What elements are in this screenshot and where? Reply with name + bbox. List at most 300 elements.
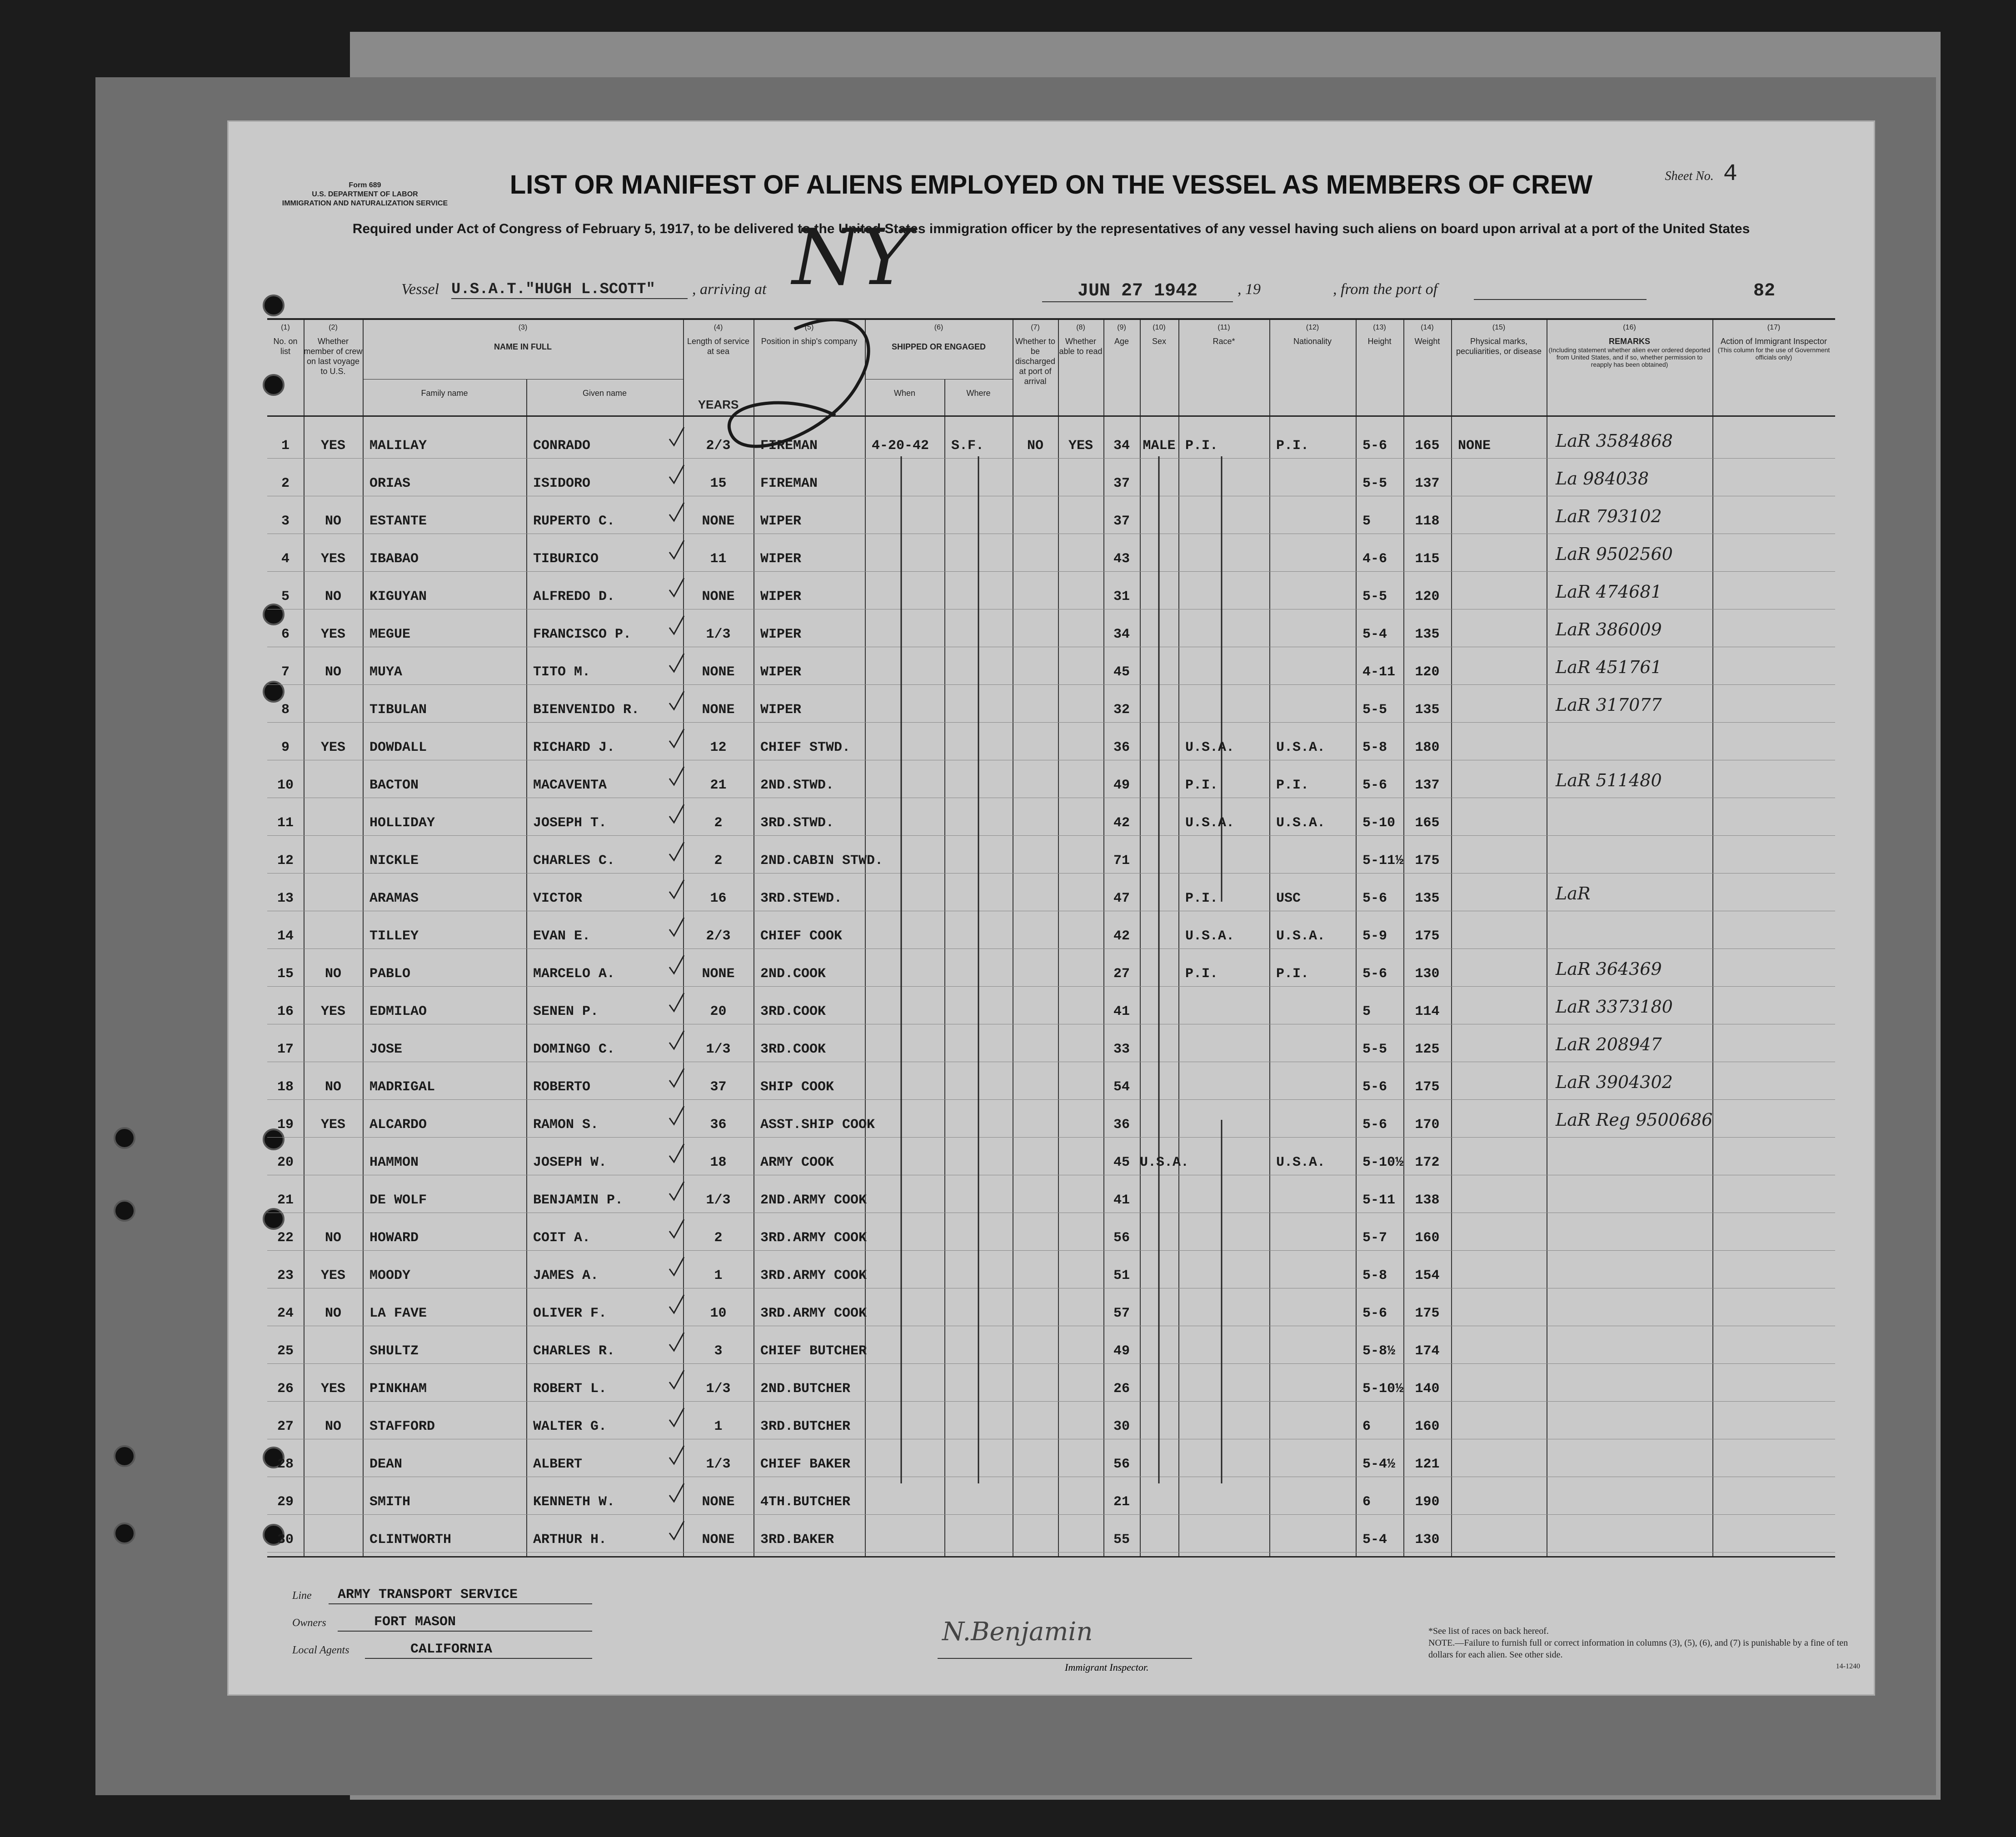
cell-discharged: NO [1027, 438, 1043, 454]
cell-given: ROBERTO [533, 1079, 591, 1095]
cell-family: MUYA [369, 664, 403, 680]
cell-position: 2ND.STWD. [760, 778, 834, 793]
cell-weight: 170 [1415, 1117, 1440, 1133]
cell-position: CHIEF BUTCHER [760, 1343, 867, 1359]
cell-age: 71 [1113, 853, 1130, 869]
cell-race: P.I. [1185, 891, 1218, 906]
cell-given: BENJAMIN P. [533, 1193, 624, 1208]
cell-family: DE WOLF [369, 1193, 427, 1208]
cell-height: 5-6 [1362, 1079, 1387, 1095]
cell-remarks: LaR 317077 [1556, 695, 1662, 715]
cell-weight: 137 [1415, 778, 1440, 793]
column-sublabel: When [893, 389, 916, 398]
cell-position: 3RD.STWD. [760, 815, 834, 831]
cell-family: MEGUE [369, 627, 411, 642]
cell-prev: NO [324, 1306, 341, 1321]
cell-prev: YES [320, 1117, 345, 1133]
column-number: (6) [934, 324, 943, 331]
table-row [267, 1138, 1835, 1175]
cell-weight: 165 [1415, 438, 1440, 454]
cell-weight: 165 [1415, 815, 1440, 831]
cell-remarks: LaR 3584868 [1556, 431, 1673, 451]
cell-given: MACAVENTA [533, 778, 607, 793]
cell-weight: 130 [1415, 1532, 1440, 1547]
page-number: 82 [1753, 281, 1776, 301]
column-label: Length of service at sea [687, 337, 750, 356]
cell-age: 36 [1113, 1117, 1130, 1133]
cell-height: 6 [1362, 1419, 1371, 1434]
cell-position: 3RD.BAKER [760, 1532, 834, 1547]
cell-position: 2ND.BUTCHER [760, 1381, 851, 1397]
cell-height: 5-10½ [1362, 1381, 1404, 1397]
cell-family: LA FAVE [369, 1306, 427, 1321]
cell-service: 2/3 [706, 438, 731, 454]
cell-race: U.S.A. [1185, 815, 1235, 831]
cell-position: 2ND.ARMY COOK [760, 1193, 867, 1208]
cell-family: MALILAY [369, 438, 427, 454]
cell-height: 5-5 [1362, 589, 1387, 604]
cell-prev: NO [324, 966, 341, 982]
table-row [267, 723, 1835, 760]
cell-given: JOSEPH T. [533, 815, 607, 831]
cell-weight: 115 [1415, 551, 1440, 567]
cell-service: 36 [710, 1117, 727, 1133]
table-row [267, 1402, 1835, 1439]
table-row [267, 496, 1835, 534]
cell-family: DEAN [369, 1457, 403, 1472]
cell-no: 1 [281, 438, 289, 454]
column-label: Whether able to read [1059, 337, 1103, 356]
cell-age: 37 [1113, 476, 1130, 491]
cell-age: 45 [1113, 664, 1130, 680]
cell-no: 16 [277, 1004, 294, 1019]
table-row [267, 798, 1835, 836]
cell-age: 51 [1113, 1268, 1130, 1283]
cell-weight: 180 [1415, 740, 1440, 755]
table-row [267, 1326, 1835, 1364]
column-note: (Including statement whether alien ever ordered deported from United States, and if so, whether permission to reapply has been obtained) [1548, 346, 1711, 368]
cell-position: ARMY COOK [760, 1155, 834, 1170]
cell-height: 5-6 [1362, 966, 1387, 982]
cell-remarks: LaR 208947 [1556, 1034, 1662, 1054]
cell-given: ISIDORO [533, 476, 591, 491]
cell-nationality: U.S.A. [1276, 740, 1326, 755]
cell-weight: 125 [1415, 1042, 1440, 1057]
column-header [1178, 320, 1269, 415]
table-row [267, 1100, 1835, 1138]
cell-position: 3RD.COOK [760, 1004, 826, 1019]
cell-family: DOWDALL [369, 740, 427, 755]
cell-height: 5-6 [1362, 1117, 1387, 1133]
cell-position: 3RD.COOK [760, 1042, 826, 1057]
cell-position: FIREMAN [760, 476, 818, 491]
cell-height: 5-4 [1362, 1532, 1387, 1547]
table-row [267, 949, 1835, 987]
cell-position: WIPER [760, 664, 802, 680]
cell-no: 8 [281, 702, 289, 718]
column-number: (8) [1076, 324, 1085, 331]
column-number: (1) [281, 324, 290, 331]
column-label: Age [1114, 337, 1129, 346]
table-row [267, 1515, 1835, 1552]
manifest-footer [292, 1585, 1860, 1685]
cell-height: 5-6 [1362, 778, 1387, 793]
cell-height: 5-5 [1362, 1042, 1387, 1057]
cell-family: STAFFORD [369, 1419, 435, 1434]
cell-nationality: P.I. [1276, 438, 1309, 454]
cell-position: CHIEF COOK [760, 928, 843, 944]
sheet-number-value: 4 [1723, 160, 1737, 187]
cell-weight: 174 [1415, 1343, 1440, 1359]
cell-no: 3 [281, 514, 289, 529]
cell-given: SENEN P. [533, 1004, 599, 1019]
line-label: Line [292, 1590, 312, 1602]
cell-remarks: LaR 9502560 [1556, 544, 1673, 564]
cell-service: 15 [710, 476, 727, 491]
cell-given: JAMES A. [533, 1268, 599, 1283]
column-header [1356, 320, 1403, 415]
cell-weight: 175 [1415, 928, 1440, 944]
column-number: (3) [518, 324, 528, 331]
cell-service: 1/3 [706, 1457, 731, 1472]
cell-age: 55 [1113, 1532, 1130, 1547]
table-row [267, 874, 1835, 911]
cell-nationality: P.I. [1276, 966, 1309, 982]
cell-remarks: LaR Reg 9500686 [1556, 1110, 1713, 1130]
page-title: LIST OR MANIFEST OF ALIENS EMPLOYED ON THE VESSEL AS MEMBERS OF CREW [509, 170, 1593, 200]
column-number: (14) [1421, 324, 1434, 331]
cell-given: ROBERT L. [533, 1381, 607, 1397]
table-row [267, 421, 1835, 459]
service-name: IMMIGRATION AND NATURALIZATION SERVICE [282, 200, 448, 207]
cell-age: 41 [1113, 1004, 1130, 1019]
column-label: Action of Immigrant Inspector [1720, 337, 1827, 346]
cell-given: CONRADO [533, 438, 591, 454]
cell-no: 13 [277, 891, 294, 906]
cell-service: NONE [702, 1532, 735, 1547]
cell-height: 5-7 [1362, 1230, 1387, 1246]
cell-given: WALTER G. [533, 1419, 607, 1434]
cell-weight: 114 [1415, 1004, 1440, 1019]
cell-remarks: LaR 3373180 [1556, 997, 1673, 1017]
cell-marks: NONE [1458, 438, 1491, 454]
cell-height: 5-11 [1362, 1193, 1396, 1208]
column-label: Sex [1152, 337, 1167, 346]
cell-weight: 140 [1415, 1381, 1440, 1397]
cell-service: NONE [702, 589, 735, 604]
cell-given: VICTOR [533, 891, 583, 906]
cell-sex: U.S.A. [1140, 1155, 1189, 1170]
cell-position: WIPER [760, 589, 802, 604]
cell-family: ARAMAS [369, 891, 419, 906]
cell-family: EDMILAO [369, 1004, 427, 1019]
cell-age: 42 [1113, 815, 1130, 831]
cell-no: 18 [277, 1079, 294, 1095]
cell-family: BACTON [369, 778, 419, 793]
cell-service: 37 [710, 1079, 727, 1095]
cell-age: 56 [1113, 1230, 1130, 1246]
cell-height: 5-6 [1362, 891, 1387, 906]
cell-age: 45 [1113, 1155, 1130, 1170]
cell-height: 5-5 [1362, 702, 1387, 718]
cell-weight: 120 [1415, 589, 1440, 604]
column-number: (9) [1117, 324, 1126, 331]
cell-no: 26 [277, 1381, 294, 1397]
cell-weight: 175 [1415, 1079, 1440, 1095]
cell-position: ASST.SHIP COOK [760, 1117, 875, 1133]
cell-given: JOSEPH W. [533, 1155, 607, 1170]
table-row [267, 836, 1835, 874]
penalty-note: NOTE.—Failure to furnish full or correct information in columns (3), (5), (6), and (7) is punishable by a fine of ten dollars for each alien. See other side. [1428, 1638, 1848, 1660]
table-row [267, 609, 1835, 647]
cell-height: 4-11 [1362, 664, 1396, 680]
table-row [267, 1364, 1835, 1402]
cell-position: 3RD.ARMY COOK [760, 1268, 867, 1283]
column-number: (10) [1153, 324, 1166, 331]
cell-prev: YES [320, 1381, 345, 1397]
column-note: (This column for the use of Government officials only) [1717, 346, 1830, 361]
column-number: (15) [1492, 324, 1506, 331]
cell-remarks: LaR 451761 [1556, 657, 1662, 677]
table-row [267, 760, 1835, 798]
cell-service: NONE [702, 664, 735, 680]
column-number: (17) [1767, 324, 1781, 331]
cell-no: 25 [277, 1343, 294, 1359]
cell-position: FIREMAN [760, 438, 818, 454]
cell-age: 34 [1113, 627, 1130, 642]
cell-prev: YES [320, 438, 345, 454]
cell-family: CLINTWORTH [369, 1532, 452, 1547]
cell-service: NONE [702, 702, 735, 718]
table-row [267, 1439, 1835, 1477]
vessel-name: U.S.A.T."HUGH L.SCOTT" [451, 281, 688, 299]
sheet-number-label: Sheet No. [1665, 169, 1714, 183]
cell-service: 2 [714, 1230, 723, 1246]
cell-no: 27 [277, 1419, 294, 1434]
signature-underline [938, 1658, 1192, 1659]
cell-family: TILLEY [369, 928, 419, 944]
cell-service: NONE [702, 966, 735, 982]
cell-weight: 118 [1415, 514, 1440, 529]
manifest-sheet [227, 120, 1875, 1696]
cell-given: CHARLES C. [533, 853, 615, 869]
cell-service: 18 [710, 1155, 727, 1170]
cell-age: 54 [1113, 1079, 1130, 1095]
cell-age: 43 [1113, 551, 1130, 567]
cell-given: RAMON S. [533, 1117, 599, 1133]
cell-weight: 190 [1415, 1494, 1440, 1510]
cell-given: CHARLES R. [533, 1343, 615, 1359]
cell-service: 10 [710, 1306, 727, 1321]
cell-no: 28 [277, 1457, 294, 1472]
cell-no: 21 [277, 1193, 294, 1208]
cell-height: 5-10 [1362, 815, 1396, 831]
cell-no: 23 [277, 1268, 294, 1283]
cell-weight: 137 [1415, 476, 1440, 491]
cell-service: 11 [710, 551, 727, 567]
cell-no: 4 [281, 551, 289, 567]
cell-height: 5-10½ [1362, 1155, 1404, 1170]
column-header [1103, 320, 1140, 415]
races-note: *See list of races on back hereof. [1428, 1626, 1549, 1636]
owners-label: Owners [292, 1617, 326, 1629]
column-label: Whether member of crew on last voyage to U.S. [304, 337, 363, 376]
cell-family: JOSE [369, 1042, 403, 1057]
cell-prev: NO [324, 1419, 341, 1434]
cell-service: 1/3 [706, 1381, 731, 1397]
cell-remarks: LaR 474681 [1556, 582, 1662, 602]
column-label: Nationality [1293, 337, 1332, 346]
cell-prev: YES [320, 551, 345, 567]
cell-nationality: U.S.A. [1276, 815, 1326, 831]
cell-no: 10 [277, 778, 294, 793]
cell-read: YES [1068, 438, 1093, 454]
column-label: Weight [1414, 337, 1440, 346]
column-header [1547, 320, 1712, 415]
column-header [304, 320, 363, 415]
cell-age: 34 [1113, 438, 1130, 454]
table-row [267, 685, 1835, 723]
cell-position: CHIEF BAKER [760, 1457, 851, 1472]
cell-family: HOWARD [369, 1230, 419, 1246]
column-number: (4) [714, 324, 723, 331]
cell-weight: 120 [1415, 664, 1440, 680]
cell-where: S.F. [951, 438, 984, 454]
cell-position: SHIP COOK [760, 1079, 834, 1095]
table-row [267, 1175, 1835, 1213]
table-row [267, 1024, 1835, 1062]
column-number: (7) [1031, 324, 1040, 331]
page-subtitle: Required under Act of Congress of February 5, 1917, to be delivered to the United States immigration officer by the representatives of any vessel having such aliens on board upon arrival at a port of the United States [352, 221, 1750, 236]
column-sublabel: Family name [421, 389, 468, 398]
column-header [267, 320, 304, 415]
crew-table [267, 318, 1835, 1557]
from-port-field [1474, 281, 1647, 300]
table-row [267, 459, 1835, 496]
column-header [1058, 320, 1103, 415]
cell-family: HOLLIDAY [369, 815, 435, 831]
cell-service: 1 [714, 1419, 723, 1434]
column-header [1451, 320, 1547, 415]
column-label: No. on list [273, 337, 298, 356]
cell-family: ESTANTE [369, 514, 427, 529]
cell-position: 2ND.CABIN STWD. [760, 853, 883, 869]
column-sublabel: Where [966, 389, 991, 398]
cell-position: CHIEF STWD. [760, 740, 851, 755]
cell-age: 21 [1113, 1494, 1130, 1510]
inspector-signature: N.Benjamin [942, 1617, 1093, 1647]
cell-given: RUPERTO C. [533, 514, 615, 529]
cell-nationality: P.I. [1276, 778, 1309, 793]
line-value: ARMY TRANSPORT SERVICE [338, 1587, 518, 1602]
cell-no: 15 [277, 966, 294, 982]
cell-height: 5-5 [1362, 476, 1387, 491]
column-unit: YEARS [698, 398, 739, 411]
cell-service: NONE [702, 514, 735, 529]
column-number: (5) [804, 324, 814, 331]
cell-service: 1 [714, 1268, 723, 1283]
table-row [267, 1213, 1835, 1251]
cell-weight: 154 [1415, 1268, 1440, 1283]
cell-nationality: USC [1276, 891, 1301, 906]
column-label: Height [1367, 337, 1392, 346]
cell-when: 4-20-42 [872, 438, 929, 454]
owners-underline [338, 1631, 592, 1632]
cell-prev: YES [320, 1004, 345, 1019]
cell-no: 24 [277, 1306, 294, 1321]
cell-given: RICHARD J. [533, 740, 615, 755]
cell-weight: 121 [1415, 1457, 1440, 1472]
cell-nationality: U.S.A. [1276, 1155, 1326, 1170]
cell-weight: 175 [1415, 1306, 1440, 1321]
column-label: Whether to be discharged at port of arrival [1015, 337, 1056, 386]
column-header [683, 320, 754, 415]
cell-family: IBABAO [369, 551, 419, 567]
cell-remarks: La 984038 [1556, 469, 1649, 489]
table-row [267, 911, 1835, 949]
cell-no: 2 [281, 476, 289, 491]
cell-family: HAMMON [369, 1155, 419, 1170]
cell-position: 3RD.ARMY COOK [760, 1306, 867, 1321]
table-row [267, 1062, 1835, 1100]
cell-family: MADRIGAL [369, 1079, 435, 1095]
cell-age: 32 [1113, 702, 1130, 718]
table-row [267, 572, 1835, 609]
cell-service: 20 [710, 1004, 727, 1019]
cell-weight: 135 [1415, 891, 1440, 906]
cell-height: 5-6 [1362, 438, 1387, 454]
column-header [1712, 320, 1835, 415]
cell-service: 16 [710, 891, 727, 906]
cell-height: 5-8½ [1362, 1343, 1396, 1359]
cell-no: 20 [277, 1155, 294, 1170]
cell-race: P.I. [1185, 778, 1218, 793]
column-number: (16) [1623, 324, 1636, 331]
cell-family: PABLO [369, 966, 411, 982]
cell-given: ALBERT [533, 1457, 583, 1472]
cell-prev: NO [324, 589, 341, 604]
column-label: Race* [1213, 337, 1235, 346]
form-number: Form 689 [349, 181, 381, 189]
column-number: (13) [1373, 324, 1386, 331]
cell-height: 6 [1362, 1494, 1371, 1510]
column-label: Position in ship's company [761, 337, 858, 346]
cell-given: MARCELO A. [533, 966, 615, 982]
cell-age: 37 [1113, 514, 1130, 529]
cell-given: COIT A. [533, 1230, 591, 1246]
cell-no: 17 [277, 1042, 294, 1057]
cell-age: 56 [1113, 1457, 1130, 1472]
form-code: 14-1240 [1836, 1662, 1860, 1670]
cell-service: 3 [714, 1343, 723, 1359]
cell-no: 22 [277, 1230, 294, 1246]
cell-position: WIPER [760, 702, 802, 718]
footer-notes [1428, 1625, 1860, 1672]
cell-given: DOMINGO C. [533, 1042, 615, 1057]
cell-family: PINKHAM [369, 1381, 427, 1397]
cell-given: OLIVER F. [533, 1306, 607, 1321]
arrival-date-stamp: JUN 27 1942 [1042, 281, 1233, 302]
cell-position: WIPER [760, 551, 802, 567]
cell-given: TIBURICO [533, 551, 599, 567]
cell-given: TITO M. [533, 664, 591, 680]
cell-remarks: LaR 386009 [1556, 619, 1662, 639]
cell-weight: 160 [1415, 1230, 1440, 1246]
cell-prev: YES [320, 740, 345, 755]
cell-age: 57 [1113, 1306, 1130, 1321]
column-sublabel: Given name [582, 389, 627, 398]
cell-no: 7 [281, 664, 289, 680]
